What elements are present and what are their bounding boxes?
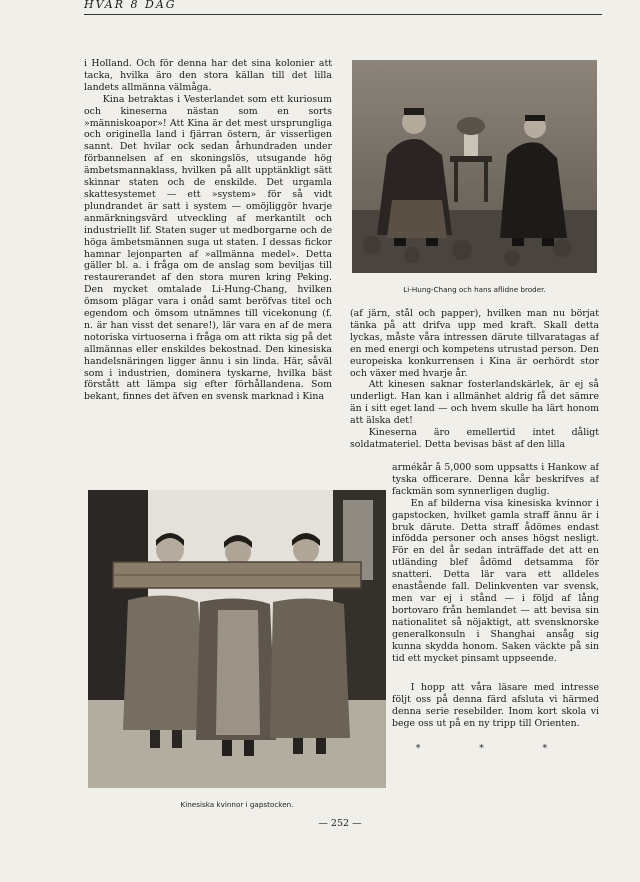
paragraph: Kineserna äro emellertid intet dåligt soldatmateriel. Detta bevisas bäst af den lilla bbox=[350, 427, 599, 450]
right-column bbox=[350, 308, 599, 476]
photo-illustration bbox=[352, 60, 597, 273]
bottom-right-column bbox=[392, 462, 599, 834]
paragraph: i Holland. Och för denna har det sina kolonier att tacka, hvilka äro den stora källan till det lilla landets allmänna välmåga. bbox=[84, 58, 332, 93]
paragraph: En af bilderna visa kinesiska kvinnor i gapstocken, hvilket gamla straff ännu är i bruk därute. Detta straff ådömes endast infödda personer och anses högst nesligt. För en del år sedan inträffade det att en utländing blef ådömd detsamma för snatteri. Detta lär vara ett alldeles enastående fall. Delinkventen var svensk, men var ej i stånd — i följd af lång bortovaro från hemlandet — att bevisa sin nationalitet så nöjaktigt, att svensknorske generalkonsuln i Shanghai ansåg sig kunna skydda honom. Saken väckte på sin tid ett mycket pinsamt uppseende. bbox=[392, 497, 599, 664]
caption-bottom: Kinesiska kvinnor i gapstocken. bbox=[180, 800, 294, 809]
photo-women-in-pillory bbox=[88, 490, 386, 788]
paragraph: Kina betraktas i Vesterlandet som ett kuriosum och kineserna nästan som en sorts »människoapor»! Att Kina är det mest ursprungliga och originella land i fjärran östern, är visserligen sannt. Det hvilar ock sedan århundraden under förbannelsen af en skoningslös, utsugande hög ämbetsmannaklass, hvilken på allt upptänkligt sätt skinnar staten och de enskilde. Det urgamla skattesystemet — ett »system» för så vidt plundrandet är satt i system — omöjliggör hvarje anmärkningsvärd utveckling af merkantilt och industriellt lif. Staten suger ut medborgarne och de höga ämbetsmännen suga ut staten. I dessas fickor hamnar lejonparten af »allmänna medel». Detta gäller bl. a. i fråga om de anslag som beviljas till restaurerandet af den stora muren kring Peking. Den mycket omtalade Li-Hung-Chang, hvilken ömsom plägar vara i onåd samt beröfvas titel och egendom och ömsom utnämnes till vicekonung (f. n. är han visst det senare!), lär vara en af de mera notoriska virtuoserna i fråga om att rikta sig på det allmännas eller enskildes bekostnad. Den kinesiska handelsnäringen ligger ännu i sin linda. Här, såväl som i industrien, dominera tyskarne, hvilka bäst förstått att lämpa sig efter förhållandena. Som bekant, finnes det äfven en svensk marknad i Kina bbox=[84, 93, 332, 403]
left-column bbox=[84, 58, 332, 494]
photo-illustration bbox=[88, 490, 386, 788]
photo-li-hung-chang bbox=[352, 60, 597, 273]
page-number: — 252 — bbox=[318, 818, 362, 829]
paragraph: armékår å 5,000 som uppsatts i Hankow af tyska officerare. Denna kår beskrifves af fackmän som synnerligen duglig. bbox=[392, 462, 599, 497]
magazine-title: HVAR 8 DAG bbox=[84, 0, 177, 11]
section-divider: * * * bbox=[415, 744, 576, 754]
paragraph: (af järn, stål och papper), hvilken man nu börjat tänka på att drifva upp med kraft. Skall detta lyckas, måste våra intressen därute tillvaratagas af en med energi och kompetens utrustad person. Den europeiska konkurrensen i Kina är oerhördt stor och växer med hvarje år. bbox=[350, 308, 599, 379]
paragraph: Att kinesen saknar fosterlandskärlek, är ej så underligt. Han kan i allmänhet aldrig få det sämre än i sitt eget land — och hvem skulle ha lärt honom att älska det! bbox=[350, 379, 599, 427]
page-header bbox=[84, 0, 602, 15]
paragraph: I hopp att våra läsare med intresse följt oss på denna färd afsluta vi härmed denna serie resebilder. Inom kort skola vi bege oss ut på en ny tripp till Orienten. bbox=[392, 682, 599, 730]
caption-top: Li-Hung-Chang och hans aflidne broder. bbox=[403, 285, 546, 294]
